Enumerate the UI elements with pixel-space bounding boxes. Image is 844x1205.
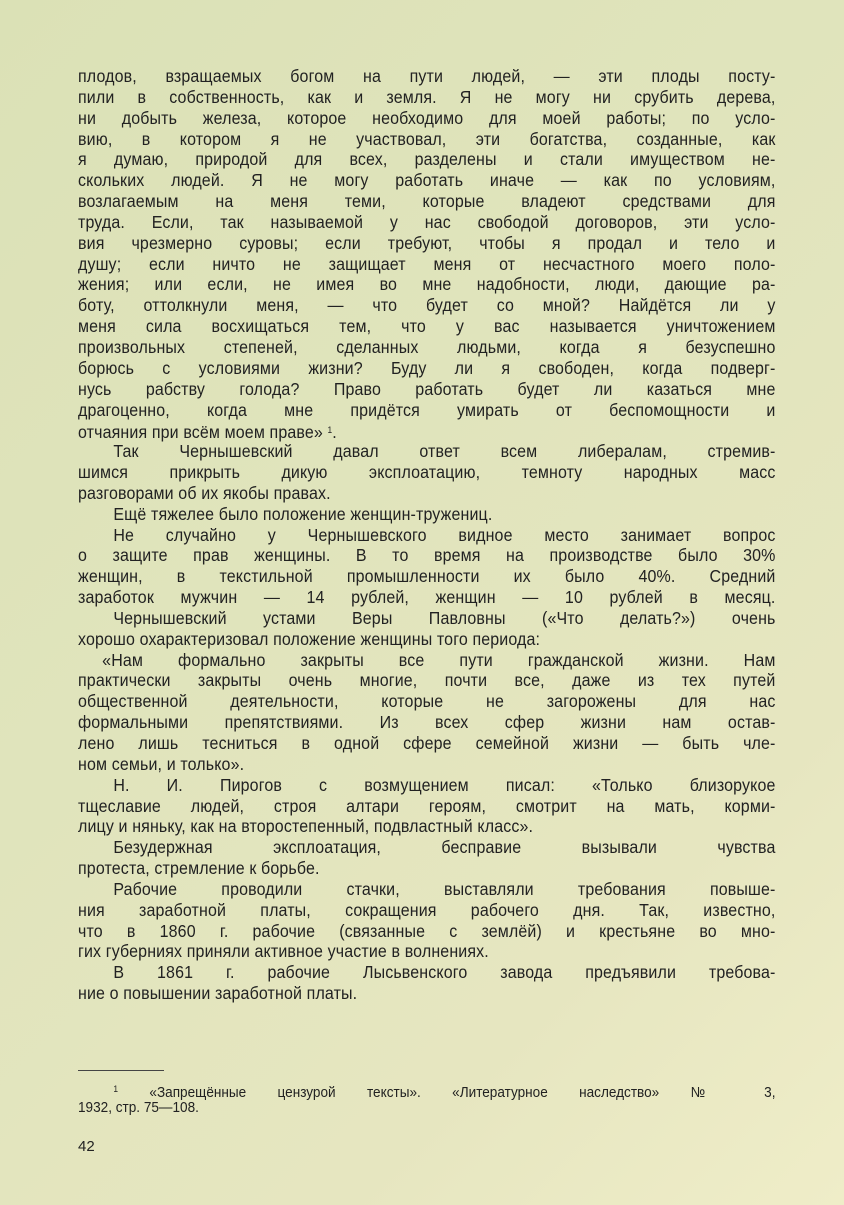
text-line: ном семьи, и только». xyxy=(78,753,245,774)
text-line: борюсь с условиями жизни? Буду ли я свободен, когда подверг- xyxy=(78,357,776,378)
text-line: что в 1860 г. рабочие (связанные с землёй) и крестьяне во мно- xyxy=(78,920,776,941)
text-line: разговорами об их якобы правах. xyxy=(78,482,331,503)
text-line: хорошо охарактеризовал положение женщины того периода: xyxy=(78,628,541,649)
text-line: труда. Если, так называемой у нас свободой договоров, эти усло- xyxy=(78,211,776,232)
text-line: вия чрезмерно суровы; если требуют, чтобы я продал и тело и xyxy=(78,232,776,253)
text-line: нусь рабству голода? Право работать будет ли казаться мне xyxy=(78,378,776,399)
text-line: женщин, в текстильной промышленности их было 40%. Средний xyxy=(78,566,776,587)
text-line: ни добыть железа, которое необходимо для моей работы; по усло- xyxy=(78,107,776,128)
text-line-content: отчаяния при всём моем праве» xyxy=(78,422,323,443)
text-line: боту, оттолкнули меня, — что будет со мной? Найдётся ли у xyxy=(78,295,776,316)
text-line: плодов, взращаемых богом на пути людей, — эти плоды посту- xyxy=(78,66,776,86)
text-line: душу; если ничто не защищает меня от несчастного моего поло- xyxy=(78,253,776,274)
text-line: я думаю, природой для всех, разделены и стали имуществом не- xyxy=(78,149,776,170)
paragraph-start: Безудержная эксплоатация, бесправие вызывали чувства xyxy=(113,837,776,858)
paragraph-start: Ещё тяжелее было положение женщин-тружениц. xyxy=(113,503,493,524)
footnote-divider xyxy=(78,1070,164,1071)
text-line: шимся прикрыть дикую эксплоатацию, темноту народных масс xyxy=(78,462,776,483)
text-line: о защите прав женщины. В то время на производстве было 30% xyxy=(78,545,776,566)
footnote-line xyxy=(78,1080,776,1099)
footnote-ref-suffix: . xyxy=(332,422,337,443)
text-line: скольких людей. Я не могу работать иначе — как по условиям, xyxy=(78,170,776,191)
text-line: возлагаемым на меня теми, которые владеют средствами для xyxy=(78,191,776,212)
page-body xyxy=(78,66,776,1004)
footnote-line: 1932, стр. 75—108. xyxy=(78,1100,199,1116)
footnote-text: «Запрещённые цензурой тексты». «Литературное наследство» № 3, xyxy=(149,1085,776,1101)
text-line: тщеславие людей, строя алтари героям, смотрит на мать, корми- xyxy=(78,795,776,816)
text-line: произвольных степеней, сделанных людьми, когда я безуспешно xyxy=(78,336,776,357)
page-number: 42 xyxy=(78,1138,95,1155)
paragraph-start: Не случайно у Чернышевского видное место занимает вопрос xyxy=(113,524,776,545)
text-line-with-footnote-ref xyxy=(78,420,776,441)
paragraph-start: Так Чернышевский давал ответ всем либералам, стремив- xyxy=(113,441,776,462)
footnote-marker: 1 xyxy=(113,1084,119,1094)
text-line: драгоценно, когда мне придётся умирать от беспомощности и xyxy=(78,399,776,420)
text-line: вию, в котором я не участвовал, эти богатства, созданные, как xyxy=(78,128,776,149)
text-line: ние о повышении заработной платы. xyxy=(78,983,358,1004)
paragraph-start: Чернышевский устами Веры Павловны («Что делать?») очень xyxy=(113,607,776,628)
paragraph-start: Н. И. Пирогов с возмущением писал: «Только близорукое xyxy=(113,774,776,795)
text-line: общественной деятельности, которые не загорожены для нас xyxy=(78,691,776,712)
paragraph-start: Рабочие проводили стачки, выставляли требования повыше- xyxy=(113,878,776,899)
footnote xyxy=(78,1080,776,1118)
text-line: формальными препятствиями. Из всех сфер жизни нам остав- xyxy=(78,712,776,733)
text-line: меня сила восхищаться тем, что у вас называется уничтожением xyxy=(78,316,776,337)
footnote-reference[interactable]: 1 xyxy=(327,425,333,436)
text-line: гих губерниях приняли активное участие в волнениях. xyxy=(78,941,489,962)
text-line: лицу и няньку, как на второстепенный, подвластный класс». xyxy=(78,816,534,837)
text-line: практически закрыты очень многие, почти все, даже из тех путей xyxy=(78,670,776,691)
main-text xyxy=(78,66,776,1004)
paragraph-start: В 1861 г. рабочие Лысьвенского завода предъявили требова- xyxy=(113,962,776,983)
quote-start: «Нам формально закрыты все пути гражданской жизни. Нам xyxy=(102,649,776,670)
text-line: лено лишь тесниться в одной сфере семейной жизни — быть чле- xyxy=(78,733,776,753)
text-line: пили в собственность, как и земля. Я не могу ни срубить дерева, xyxy=(78,86,776,107)
text-line: протеста, стремление к борьбе. xyxy=(78,858,320,879)
text-line: заработок мужчин — 14 рублей, женщин — 10 рублей в месяц. xyxy=(78,587,776,608)
text-line: жения; или если, не имея во мне надобности, люди, дающие ра- xyxy=(78,274,776,295)
text-line: ния заработной платы, сокращения рабочего дня. Так, известно, xyxy=(78,899,776,920)
